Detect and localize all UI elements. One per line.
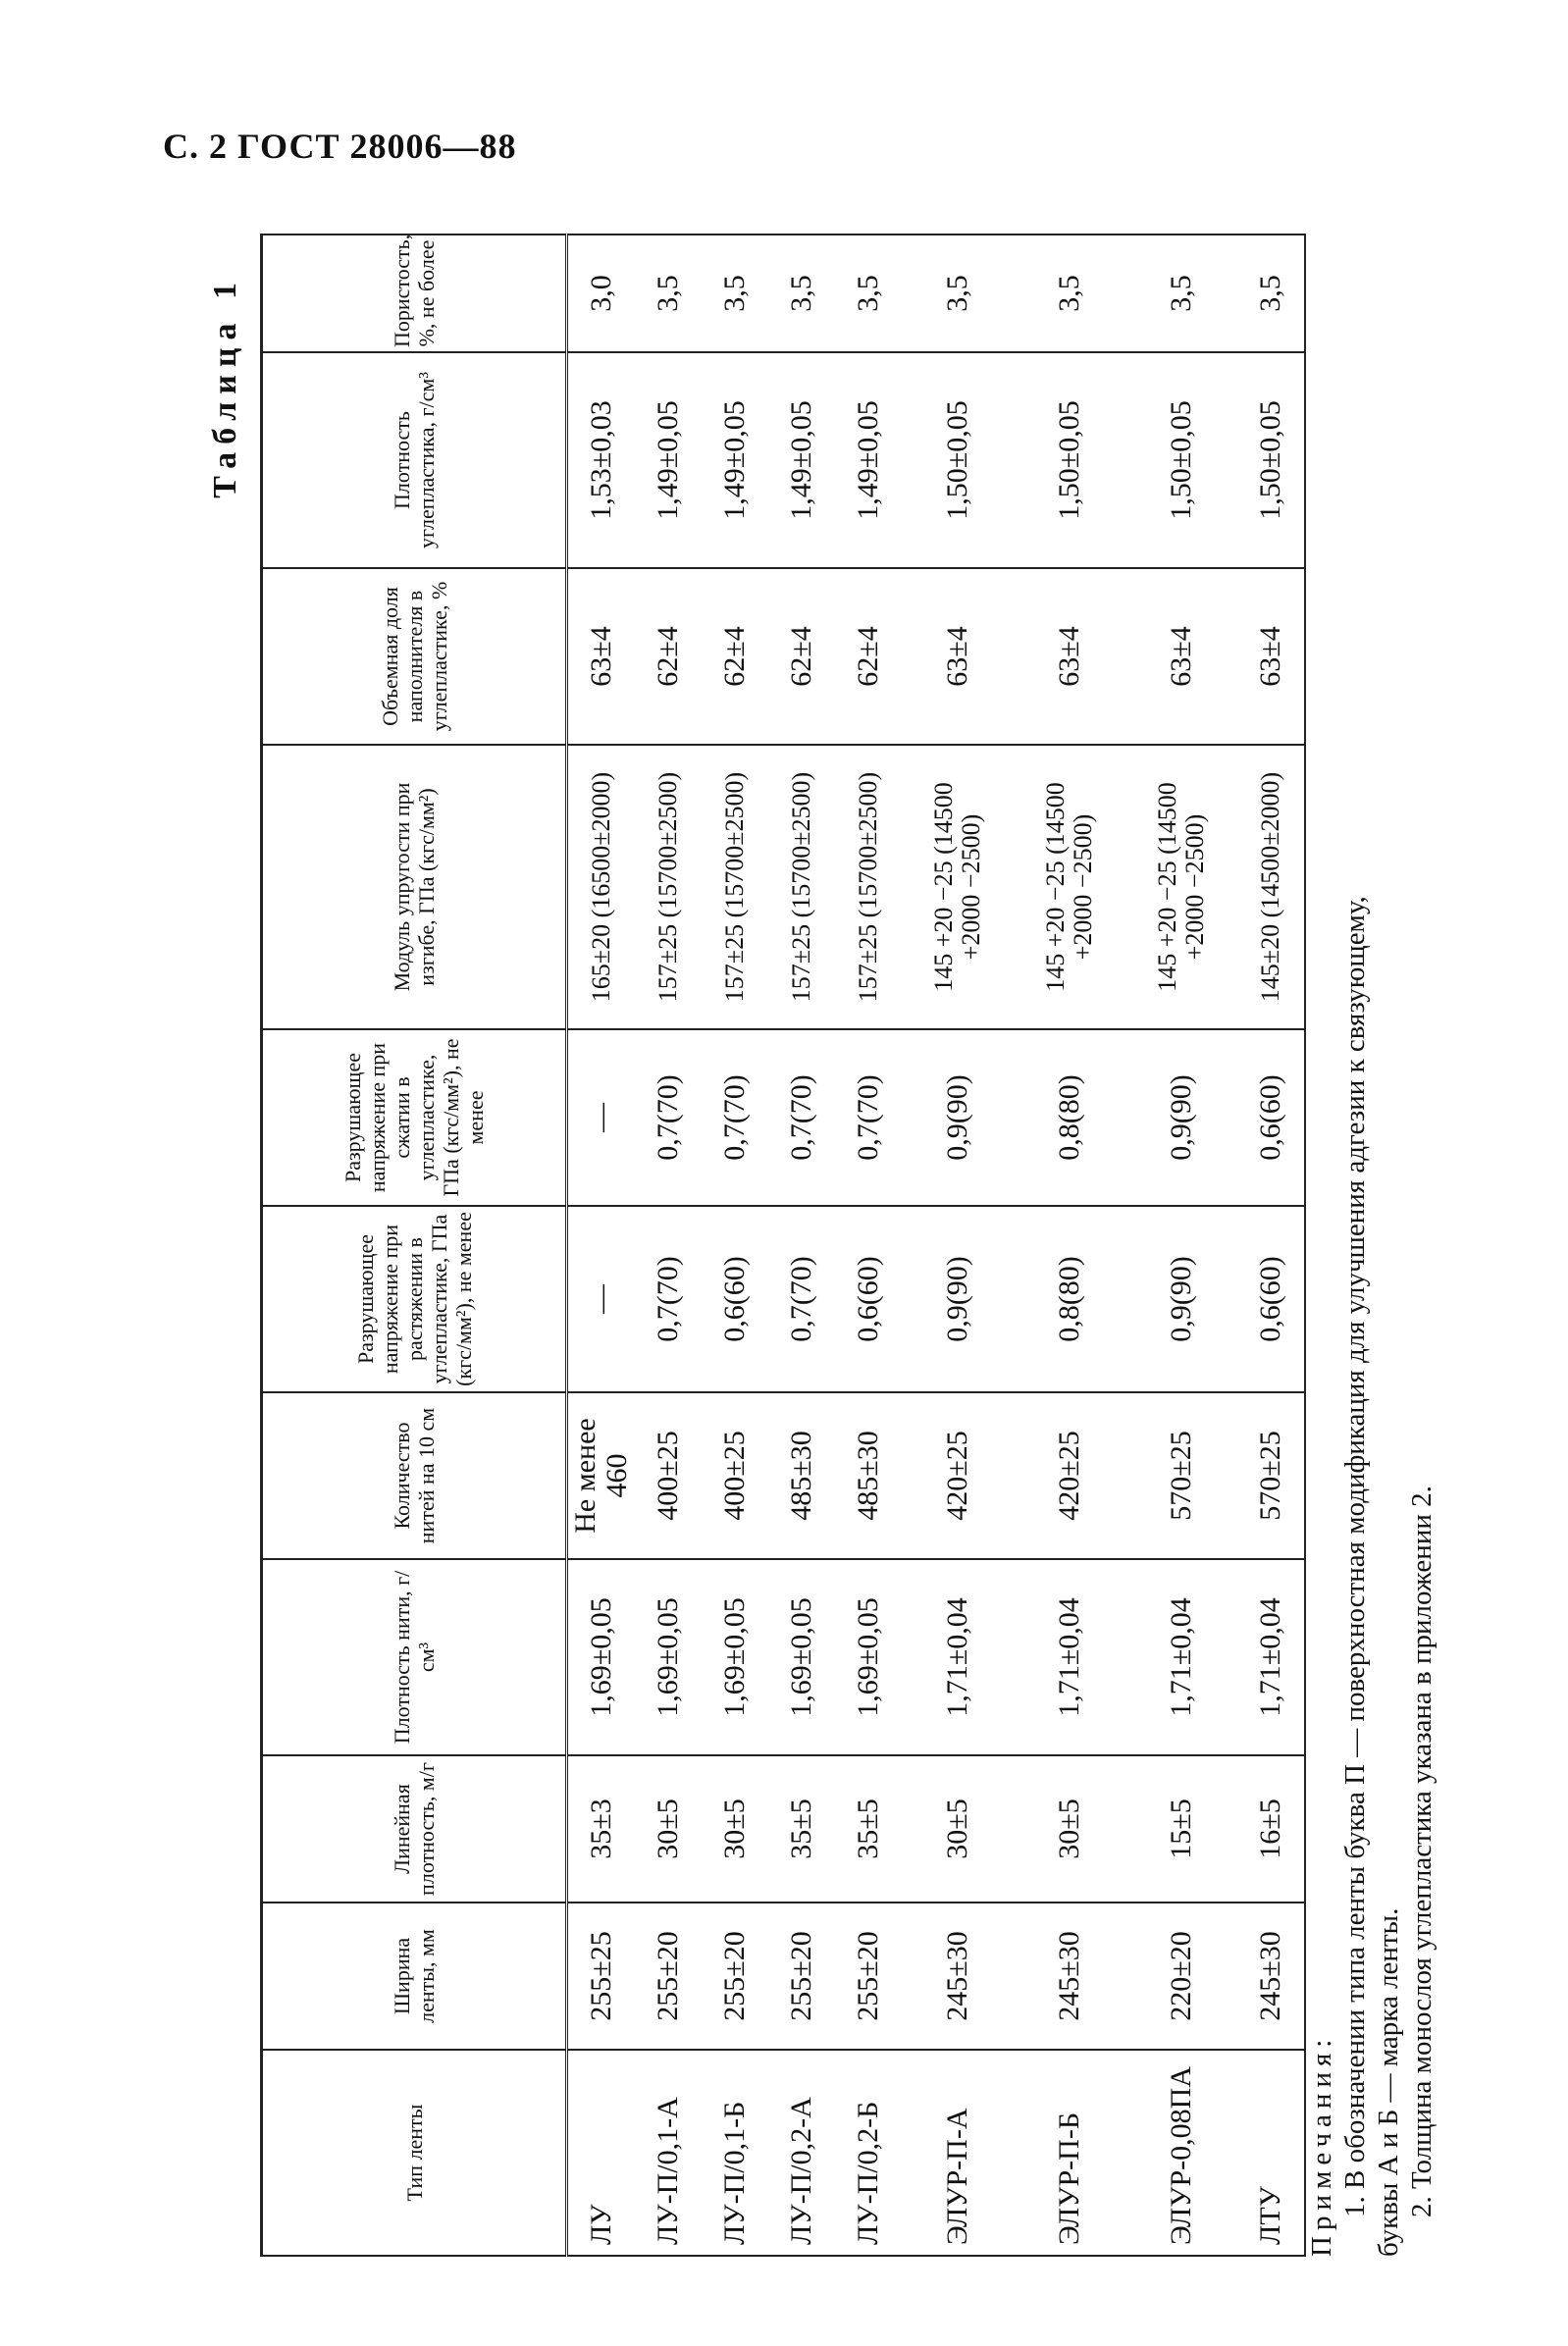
cell-volume-fraction: 62±4 [835,568,902,745]
cell-composite-density: 1,49±0,05 [702,352,768,568]
cell-flex-modulus: 157±25 (15700±2500) [835,745,902,1029]
cell-width: 220±20 [1125,1903,1237,2050]
cell-porosity: 3,5 [902,235,1014,352]
cell-tensile-stress: 0,7(70) [768,1206,835,1392]
table-header-row [262,235,567,2256]
col-header-porosity: Пористость, %, не более [262,235,567,352]
table-row [635,235,702,2256]
cell-volume-fraction: 62±4 [702,568,768,745]
note-1: 1. В обозначении типа ленты буква П — поверхностная модификация для улучшения адгезии к связующему, [1339,896,1371,2217]
col-header-flex-modulus: Модуль упругости при изгибе, ГПа (кгс/мм²) [262,745,567,1029]
properties-table [260,234,1306,2257]
cell-compressive-stress: 0,9(90) [902,1029,1014,1206]
cell-porosity: 3,5 [702,235,768,352]
cell-porosity: 3,5 [635,235,702,352]
cell-porosity: 3,0 [567,235,636,352]
cell-thread-density: 1,71±0,04 [1237,1559,1305,1755]
cell-tensile-stress: 0,6(60) [702,1206,768,1392]
cell-flex-modulus: 157±25 (15700±2500) [702,745,768,1029]
cell-tensile-stress: 0,8(80) [1014,1206,1125,1392]
cell-composite-density: 1,49±0,05 [835,352,902,568]
cell-compressive-stress: 0,6(60) [1237,1029,1305,1206]
table-notes [1305,235,1438,2257]
cell-width: 255±20 [635,1903,702,2050]
cell-width: 255±20 [835,1903,902,2050]
col-header-linear-density: Линейная плотность, м/г [262,1755,567,1903]
col-header-type: Тип ленты [262,2050,567,2256]
table-caption: Таблица 1 [207,275,243,498]
cell-volume-fraction: 63±4 [1125,568,1237,745]
cell-flex-modulus: 145 +20 −25 (14500 +2000 −2500) [1014,745,1125,1029]
cell-thread-density: 1,69±0,05 [567,1559,636,1755]
cell-porosity: 3,5 [1237,235,1305,352]
table-row [835,235,902,2256]
table-row [1014,235,1125,2256]
notes-title: Примечания: [1306,2033,1337,2257]
cell-tensile-stress: 0,9(90) [902,1206,1014,1392]
col-header-thread-density: Плотность нити, г/см³ [262,1559,567,1755]
cell-thread-density: 1,69±0,05 [835,1559,902,1755]
cell-composite-density: 1,50±0,05 [1237,352,1305,568]
table-row [1237,235,1305,2256]
cell-thread-density: 1,69±0,05 [702,1559,768,1755]
cell-thread-count: Не менее 460 [567,1392,636,1559]
cell-flex-modulus: 157±25 (15700±2500) [768,745,835,1029]
cell-thread-count: 420±25 [902,1392,1014,1559]
col-header-thread-count: Количество нитей на 10 см [262,1392,567,1559]
cell-type: ЛТУ [1237,2050,1305,2256]
table-row [1125,235,1237,2256]
page-header: С. 2 ГОСТ 28006—88 [163,127,517,166]
col-header-compressive-stress: Разрушающее напряжение при сжатии в углепластике, ГПа (кгс/мм²), не менее [262,1029,567,1206]
cell-type: ЭЛУР-0,08ПА [1125,2050,1237,2256]
table-row [768,235,835,2256]
cell-volume-fraction: 63±4 [902,568,1014,745]
cell-width: 255±25 [567,1903,636,2050]
cell-composite-density: 1,50±0,05 [1125,352,1237,568]
cell-thread-density: 1,69±0,05 [635,1559,702,1755]
table-row [567,235,636,2256]
rotated-page-content [196,235,1501,2257]
cell-thread-density: 1,69±0,05 [768,1559,835,1755]
cell-linear-density: 30±5 [902,1755,1014,1903]
cell-linear-density: 35±5 [835,1755,902,1903]
table-row [702,235,768,2256]
cell-width: 255±20 [768,1903,835,2050]
cell-composite-density: 1,49±0,05 [635,352,702,568]
cell-width: 245±30 [902,1903,1014,2050]
cell-thread-count: 485±30 [768,1392,835,1559]
cell-composite-density: 1,49±0,05 [768,352,835,568]
cell-compressive-stress: 0,8(80) [1014,1029,1125,1206]
cell-flex-modulus: 165±20 (16500±2000) [567,745,636,1029]
cell-porosity: 3,5 [835,235,902,352]
cell-composite-density: 1,53±0,03 [567,352,636,568]
cell-width: 245±30 [1237,1903,1305,2050]
col-header-composite-density: Плотность углепластика, г/см³ [262,352,567,568]
cell-tensile-stress: 0,7(70) [635,1206,702,1392]
cell-linear-density: 30±5 [635,1755,702,1903]
cell-type: ЛУ-П/0,2-А [768,2050,835,2256]
cell-tensile-stress: — [567,1206,636,1392]
col-header-tensile-stress: Разрушающее напряжение при растяжении в углепластике, ГПа (кгс/мм²), не менее [262,1206,567,1392]
note-2: 2. Толщина монослоя углепластика указана в приложении 2. [1406,1486,1437,2217]
cell-compressive-stress: 0,7(70) [635,1029,702,1206]
cell-linear-density: 30±5 [702,1755,768,1903]
cell-linear-density: 35±3 [567,1755,636,1903]
cell-thread-count: 400±25 [702,1392,768,1559]
cell-compressive-stress: 0,9(90) [1125,1029,1237,1206]
cell-composite-density: 1,50±0,05 [902,352,1014,568]
cell-flex-modulus: 145 +20 −25 (14500 +2000 −2500) [1125,745,1237,1029]
cell-compressive-stress: 0,7(70) [702,1029,768,1206]
cell-type: ЛУ-П/0,1-Б [702,2050,768,2256]
cell-volume-fraction: 62±4 [635,568,702,745]
table-row [902,235,1014,2256]
cell-tensile-stress: 0,6(60) [835,1206,902,1392]
cell-porosity: 3,5 [1125,235,1237,352]
cell-compressive-stress: 0,7(70) [768,1029,835,1206]
cell-flex-modulus: 145 +20 −25 (14500 +2000 −2500) [902,745,1014,1029]
cell-thread-count: 400±25 [635,1392,702,1559]
cell-volume-fraction: 63±4 [1237,568,1305,745]
cell-tensile-stress: 0,9(90) [1125,1206,1237,1392]
cell-linear-density: 35±5 [768,1755,835,1903]
col-header-width: Ширина ленты, мм [262,1903,567,2050]
cell-thread-density: 1,71±0,04 [1014,1559,1125,1755]
cell-type: ЛУ [567,2050,636,2256]
cell-width: 245±30 [1014,1903,1125,2050]
cell-thread-density: 1,71±0,04 [1125,1559,1237,1755]
cell-flex-modulus: 145±20 (14500±2000) [1237,745,1305,1029]
cell-volume-fraction: 63±4 [1014,568,1125,745]
cell-porosity: 3,5 [768,235,835,352]
cell-thread-density: 1,71±0,04 [902,1559,1014,1755]
cell-composite-density: 1,50±0,05 [1014,352,1125,568]
cell-linear-density: 30±5 [1014,1755,1125,1903]
cell-linear-density: 15±5 [1125,1755,1237,1903]
cell-porosity: 3,5 [1014,235,1125,352]
cell-flex-modulus: 157±25 (15700±2500) [635,745,702,1029]
cell-type: ЛУ-П/0,1-А [635,2050,702,2256]
cell-thread-count: 570±25 [1237,1392,1305,1559]
cell-type: ЛУ-П/0,2-Б [835,2050,902,2256]
cell-tensile-stress: 0,6(60) [1237,1206,1305,1392]
cell-volume-fraction: 63±4 [567,568,636,745]
cell-thread-count: 420±25 [1014,1392,1125,1559]
cell-volume-fraction: 62±4 [768,568,835,745]
cell-thread-count: 485±30 [835,1392,902,1559]
cell-compressive-stress: 0,7(70) [835,1029,902,1206]
cell-type: ЭЛУР-П-Б [1014,2050,1125,2256]
cell-thread-count: 570±25 [1125,1392,1237,1559]
cell-linear-density: 16±5 [1237,1755,1305,1903]
cell-compressive-stress: — [567,1029,636,1206]
cell-type: ЭЛУР-П-А [902,2050,1014,2256]
col-header-volume-fraction: Объемная доля наполнителя в углепластике, % [262,568,567,745]
note-1-continued: буквы А и Б — марка ленты. [1373,1907,1404,2257]
cell-width: 255±20 [702,1903,768,2050]
